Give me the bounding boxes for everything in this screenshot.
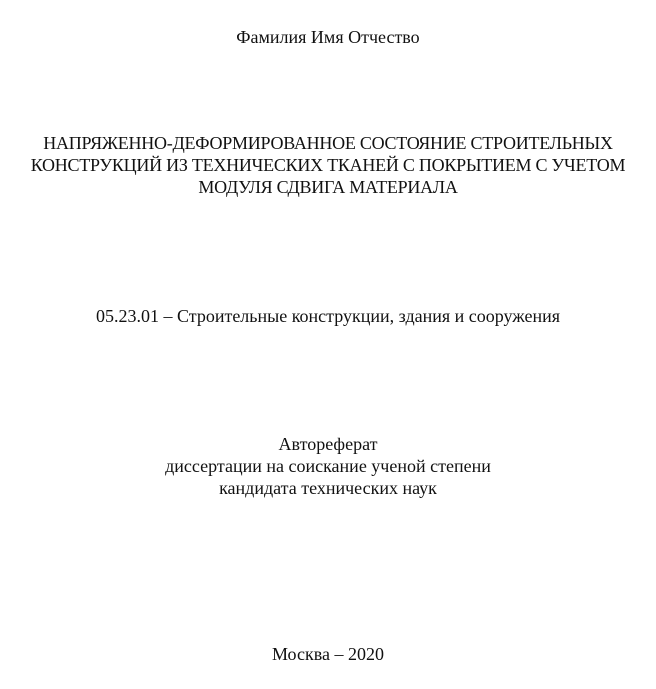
place-and-year: Москва – 2020 — [272, 644, 384, 664]
specialty-code: 05.23.01 – Строительные конструкции, здания и сооружения — [95, 306, 561, 326]
abstract-description — [0, 433, 656, 499]
abstract-line-1: Автореферат — [278, 434, 378, 454]
dissertation-title — [0, 132, 656, 198]
abstract-line-2: диссертации на соискание ученой степени — [165, 456, 491, 476]
title-line-1: НАПРЯЖЕННО-ДЕФОРМИРОВАННОЕ СОСТОЯНИЕ СТРОИТЕЛЬНЫХ — [43, 133, 613, 153]
author-name: Фамилия Имя Отчество — [236, 27, 420, 47]
abstract-line-3: кандидата технических наук — [219, 478, 437, 498]
title-line-2: КОНСТРУКЦИЙ ИЗ ТЕХНИЧЕСКИХ ТКАНЕЙ С ПОКРЫТИЕМ С УЧЕТОМ — [30, 155, 626, 175]
title-line-3: МОДУЛЯ СДВИГА МАТЕРИАЛА — [198, 177, 458, 197]
